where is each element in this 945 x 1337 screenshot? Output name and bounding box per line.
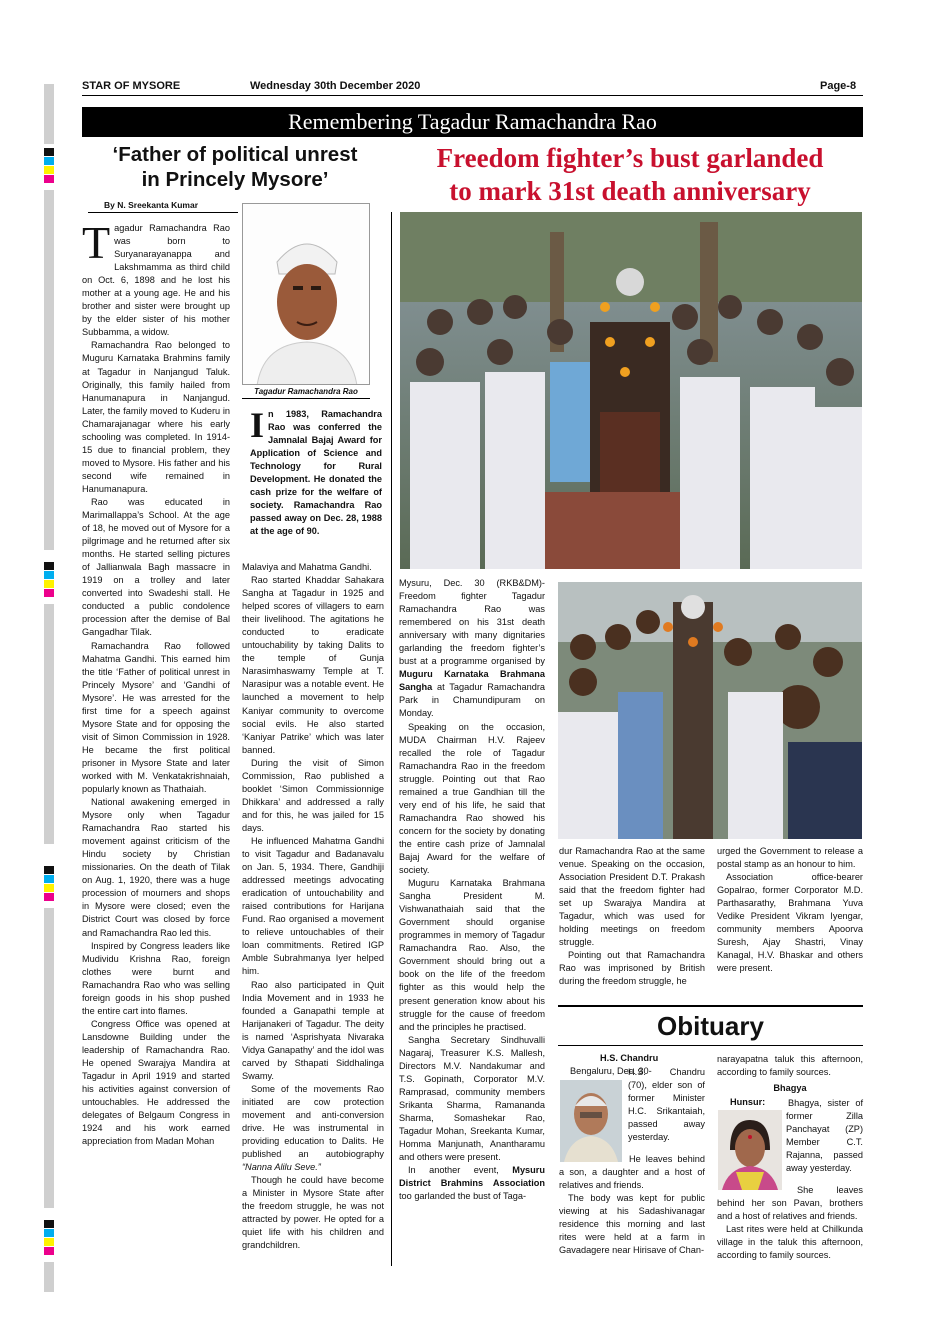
- box-dropcap: I: [250, 405, 265, 445]
- paragraph: During the visit of Simon Commission, Rao published a booklet ‘Simon Commissionnige Dhikkara’ and addressed a rally and for this, he was jailed for 15 days.: [242, 757, 384, 833]
- obituary-rule: [558, 1005, 863, 1007]
- portrait-caption: Tagadur Ramachandra Rao: [242, 387, 370, 399]
- right-headline-line1: Freedom fighter’s bust garlanded: [436, 143, 824, 173]
- right-article-column-1: [399, 577, 545, 1203]
- obituary-photo-1-illustration: [560, 1080, 622, 1162]
- paragraph: [399, 577, 545, 721]
- paragraph: Rao was educated in Marimallappa’s School. At the age of 18, he moved out of Mysore for a pilgrimage and he returned after six months. He started selling pictures of Jallianwala Bagh massacre in 1919 on a trolley and later converted into Swadeshi stall. He conducted a public condolence procession after the demise of Bal Gangadhar Tilak.: [82, 496, 230, 638]
- paragraph: National awakening emerged in Mysore only when Tagadur Ramachandra Rao started his movement against criticism of the Hindu society by Christian missionaries. On the death of Tilak on Aug. 1, 1920, there was a huge procession of mourners and shops in Mysore were closed; even the District Court was closed by force and Ramachandra Rao led this.: [82, 797, 230, 938]
- header-rule: [82, 95, 863, 96]
- registration-mark-yellow: [44, 1238, 54, 1246]
- paragraph: [242, 1083, 384, 1174]
- paragraph: dur Ramachandra Rao at the same venue. Speaking on the occasion, Association President D.T. Prakash said that the freedom fighter had set up Swarajya Mandira at Tagadur, which was used for holding meetings on freedom struggle.: [559, 846, 705, 948]
- left-headline: [80, 142, 390, 192]
- obituary-title: Obituary: [657, 1011, 764, 1041]
- left-article-column-1: [82, 217, 230, 1148]
- paragraph: agadur Ramachandra Rao was born to Suryanarayanappa and Lakshmamma as third child on Oct. 6, 1898 and he lost his mother at a young age. He and his brother and sister were brought up by the elder sister of his mother Subbamma, a widow.: [82, 223, 230, 338]
- dropcap: T: [82, 217, 111, 268]
- registration-mark-yellow: [44, 166, 54, 174]
- paragraph: H.S. Chandru (70), elder son of former Minister H.C. Srikantaiah, passed away yesterday.: [628, 1067, 705, 1143]
- group-photo-main-illustration: [400, 212, 862, 569]
- paragraph: Inspired by Congress leaders like Mudividu Krishna Rao, foreign clothes were burnt and Ramachandra Rao who was selling foreign goods in his shop pushed the entire cart into flames.: [82, 940, 230, 1016]
- box-text: n 1983, Ramachandra Rao was conferred the Jamnalal Bajaj Award for Application of Science and Technology for Rural Development. He donated the cash prize for the welfare of society. Ramachandra Rao passed away on Dec. 28, 1988 at the age of 90.: [250, 409, 382, 537]
- paragraph: Ramachandra Rao belonged to Muguru Karnataka Brahmins family at Tagadur in Nanjangud Taluk. Originally, this family hailed from Hanumanapura in Nanjangud. Later, the family moved to Kuderu in Chamarajanagar where his early schooling was completed. In 1914-15 due to financial problem, they moved to Mysore. His father and his second wife remained in Hanumanapura.: [82, 340, 230, 494]
- paragraph: Rao started Khaddar Sahakara Sangha at Tagadur in 1925 and helped scores of villagers to earn their livelihood. The agitations he conducted to eradicate untouchability by taking Dalits to the temple of Gunja Narasimhaswamy Temple at T. Narasipur was a notable event. He launched a movement to help Kaniyar community to overcome social evils. He also started ‘Kaniyar Patrike’ which was later banned.: [242, 575, 384, 755]
- registration-mark-yellow: [44, 580, 54, 588]
- registration-mark-black: [44, 562, 54, 570]
- obituary-text-2b: [717, 1184, 863, 1262]
- right-headline-line2: to mark 31st death anniversary: [449, 176, 811, 206]
- registration-mark-magenta: [44, 893, 54, 901]
- left-headline-line1: ‘Father of political unrest: [112, 143, 358, 166]
- obituary-name-1: H.S. Chandru: [600, 1053, 659, 1063]
- paragraph-part: In another event,: [408, 1165, 499, 1176]
- right-article-column-2: [559, 845, 705, 989]
- paragraph: He leaves behind a son, a daughter and a host of relatives and friends.: [559, 1154, 705, 1191]
- paragraph: Ramachandra Rao followed Mahatma Gandhi. This earned him the title ‘Father of political unrest in Princely Mysore’ and ‘Gandhi of Mysore’. He was arrested for the first time for a speech against Mysore State and for opposing the visit of Simon Commission in 1928. He became the first political prisoner in Mysore State and later worked with M. Venkatakrishnaiah, popularly known as Thathaiah.: [82, 640, 230, 795]
- obituary-photo-2: [718, 1110, 782, 1190]
- issue-date: Wednesday 30th December 2020: [250, 80, 421, 92]
- obituary-continuation: [717, 1053, 863, 1079]
- obituary-text-1: [628, 1066, 705, 1144]
- registration-mark-cyan: [44, 157, 54, 165]
- paragraph: She leaves behind her son Pavan, brothers and a host of relatives and friends.: [717, 1185, 863, 1222]
- paragraph: urged the Government to release a postal stamp as an honour to him.: [717, 846, 863, 870]
- paragraph: Bhagya, sister of former Zilla Panchayat (ZP) Member C.T. Rajanna, passed away yesterday.: [786, 1098, 863, 1174]
- paragraph: [399, 1164, 545, 1203]
- registration-bar: [44, 1262, 54, 1292]
- byline-rule: [88, 212, 238, 213]
- registration-mark-black: [44, 148, 54, 156]
- portrait-illustration: [243, 204, 370, 385]
- registration-mark-yellow: [44, 884, 54, 892]
- obituary-name-2: Bhagya: [773, 1083, 807, 1093]
- registration-mark-cyan: [44, 571, 54, 579]
- paragraph: Malaviya and Mahatma Gandhi.: [242, 562, 372, 572]
- paragraph: Association office-bearer Gopalrao, former Corporator M.D. Parthasarathy, Brahmana Yuva Vedike President Vikram Iyengar, community members Apoorva Suresh, Ajay Shastri, Vinay Kanagal, H.V. Bhaskar and others were present.: [717, 872, 863, 974]
- registration-mark-cyan: [44, 875, 54, 883]
- paragraph-part: too garlanded the bust of Taga-: [399, 1191, 527, 1202]
- paragraph: narayapatna taluk this afternoon, according to family sources.: [717, 1054, 863, 1078]
- section-banner: Remembering Tagadur Ramachandra Rao: [82, 107, 863, 137]
- registration-mark-black: [44, 1220, 54, 1228]
- obituary-text-2: [786, 1097, 863, 1175]
- obituary-photo-1: [560, 1080, 622, 1162]
- left-article-column-2: [242, 561, 384, 1252]
- obituary-place-2: Hunsur:: [730, 1097, 766, 1107]
- group-photo-main: [400, 212, 862, 569]
- registration-mark-cyan: [44, 1229, 54, 1237]
- paragraph: Muguru Karnataka Brahmana Sangha President M. Vishwanathaiah said that the Government should organise programmes in memory of Tagadur Ramachandra Rao. Also, the Government should bring out a book on the life of the freedom fighter as this would help the present generation know about his struggle for the cause of freedom and the principles he practised.: [399, 878, 545, 1032]
- award-box: [250, 405, 382, 538]
- paragraph: Rao also participated in Quit India Movement and in 1933 he founded a Ganapathi temple at Harijanakeri of Tagadur. The deity is named ‘Asprishyata Nivaraka Vidya Ganapathy’ and the idol was carved by Sthapati Siddhalinga Swamy.: [242, 979, 384, 1081]
- registration-bar: [44, 604, 54, 844]
- autobiography-title: “Nanna Alilu Seve.”: [242, 1162, 321, 1173]
- registration-mark-black: [44, 866, 54, 874]
- obituary-photo-2-illustration: [718, 1110, 782, 1190]
- paragraph: The body was kept for public viewing at his Sadashivanagar residence this morning and last rites were held at a farm in Gavadagere near Hirisave of Chan-: [559, 1193, 705, 1256]
- registration-bar: [44, 908, 54, 1208]
- registration-mark-magenta: [44, 1247, 54, 1255]
- paragraph-part: Mysuru, Dec. 30 (RKB&DM)- Freedom fighter Tagadur Ramachandra Rao was remembered on his 31st death anniversary with many dignitaries garlanding the freedom fighter’s bust at a programme organised by: [399, 578, 545, 667]
- registration-bar: [44, 190, 54, 550]
- organiser-name: Muguru Karnataka Brahmana Sangha: [399, 669, 545, 693]
- paragraph: Speaking on the occasion, MUDA Chairman H.V. Rajeev recalled the role of Tagadur Ramachandra Rao in the freedom struggle. Pointing out that Rao remained a true Gandhian till the very end of his life, he said that Ramachandra Rao showed his concern for the society by donating the entire cash prize of Jamnalal Bajaj Award for the welfare of society.: [399, 721, 545, 876]
- obituary-title-rule: [558, 1045, 863, 1046]
- column-divider: [391, 212, 392, 1266]
- registration-bar: [44, 84, 54, 144]
- obituary-place-1: Bengaluru, Dec. 30-: [570, 1066, 652, 1076]
- organiser-name: Mysuru District Brahmins Association: [399, 1165, 545, 1189]
- registration-mark-magenta: [44, 175, 54, 183]
- group-photo-second-illustration: [558, 582, 862, 839]
- left-headline-line2: in Princely Mysore’: [141, 168, 329, 191]
- registration-mark-magenta: [44, 589, 54, 597]
- paragraph: Last rites were held at Chilkunda village in the taluk this afternoon, according to family sources.: [717, 1224, 863, 1261]
- paragraph-part: Some of the movements Rao initiated are cow protection movement and anti-conversion drive. He was instrumental in providing education to Dalits. He published an autobiography: [242, 1083, 384, 1160]
- paragraph: Sangha Secretary Sindhuvalli Nagaraj, Treasurer K.S. Mallesh, Directors M.V. Nandakumar and T.S. Gopinath, Corporator M.V. Ramprasad, community members Srikanta Sharma, Ramananda Sharma, Somashekar Rao, Tagadur Mohan, Sreekanta Kumar, Homma Manjunath, Anantharamu and others were present.: [399, 1034, 545, 1163]
- masthead: STAR OF MYSORE: [82, 80, 181, 92]
- paragraph: Though he could have become a Minister in Mysore State after the freedom struggle, he was not attracted by power. He opted for a quiet life with his children and grandchildren.: [242, 1175, 384, 1251]
- page-number: Page-8: [820, 80, 857, 92]
- paragraph: He influenced Mahatma Gandhi to visit Tagadur and Badanavalu on Jan. 5, 1934. There, Gandhiji addressed meetings advocating eradication of untouchability and raised contributions for Harijana Fund. Rao organised a movement to relieve untouchables of their loan commitments. Retired IGP Amble Subrahmanya Iyer helped him.: [242, 835, 384, 977]
- obituary-text-1b: [559, 1153, 705, 1257]
- right-article-column-3: [717, 845, 863, 975]
- paragraph: Congress Office was opened at Lansdowne Building under the leadership of Ramachandra Rao. He opened Swarajya Mandira at Tagadur in April 1919 and started his activities against conversion of untouchables. He addressed the delegates of Belgaum Congress in 1924 and his work earned appreciation from Madan Mohan: [82, 1018, 230, 1147]
- paragraph-part: at Tagadur Ramachandra Park in Chamundipuram on Monday.: [399, 682, 545, 719]
- portrait-photo: [242, 203, 370, 385]
- group-photo-second: [558, 582, 862, 839]
- paragraph: Pointing out that Ramachandra Rao was imprisoned by British during the freedom struggle, he: [559, 950, 705, 987]
- right-headline: [397, 142, 863, 208]
- byline: By N. Sreekanta Kumar: [104, 200, 199, 210]
